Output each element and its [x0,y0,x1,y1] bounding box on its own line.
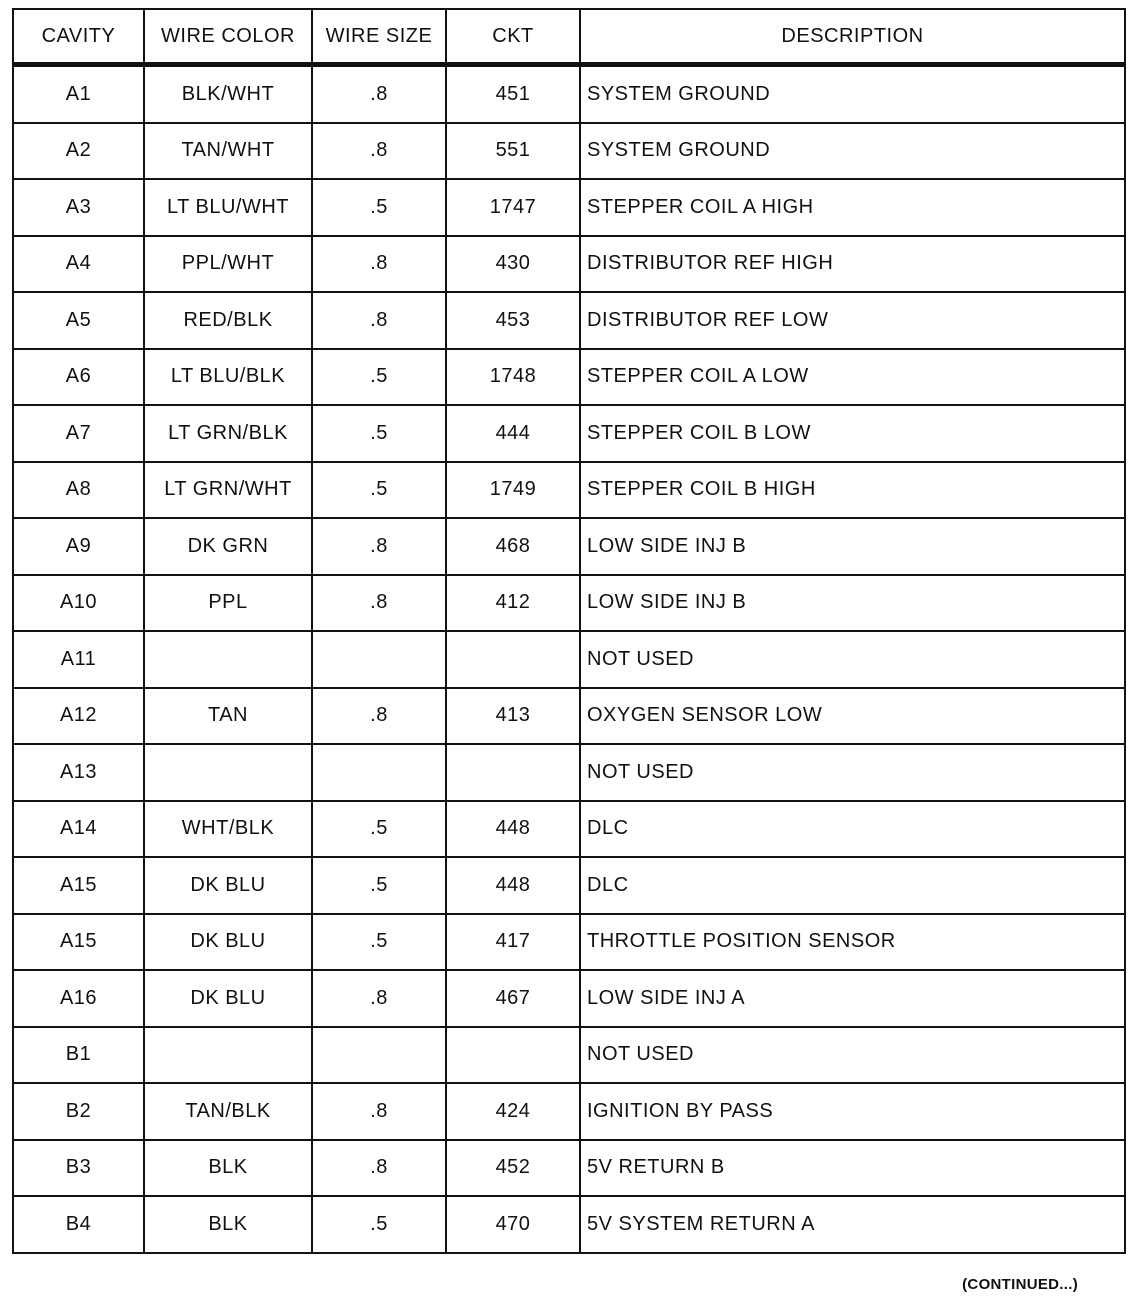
cell-description: STEPPER COIL A LOW [580,349,1125,406]
cell-ckt: 467 [446,970,580,1027]
cell-wire-size: .8 [312,1083,446,1140]
cell-wire-color: LT GRN/WHT [144,462,312,519]
cell-wire-color: BLK [144,1196,312,1253]
cell-description: STEPPER COIL A HIGH [580,179,1125,236]
cell-ckt: 413 [446,688,580,745]
table-row [13,744,1125,801]
continued-note: (CONTINUED...) [962,1276,1078,1293]
cell-cavity: A14 [13,801,144,858]
cell-cavity: A10 [13,575,144,632]
cell-description: OXYGEN SENSOR LOW [580,688,1125,745]
cell-cavity: A12 [13,688,144,745]
header-ckt: CKT [446,9,580,65]
header-cavity: CAVITY [13,9,144,65]
table-row [13,405,1125,462]
cell-wire-size: .5 [312,914,446,971]
header-wire-color: WIRE COLOR [144,9,312,65]
cell-cavity: A15 [13,857,144,914]
table-row [13,65,1125,123]
cell-wire-color: BLK [144,1140,312,1197]
cell-description: 5V SYSTEM RETURN A [580,1196,1125,1253]
cell-cavity: A5 [13,292,144,349]
cell-wire-color: PPL [144,575,312,632]
table-row [13,1196,1125,1253]
connector-pinout-table-container [12,8,1124,1254]
cell-cavity: A1 [13,65,144,123]
cell-description: DISTRIBUTOR REF LOW [580,292,1125,349]
cell-wire-color: DK BLU [144,914,312,971]
cell-description: DLC [580,857,1125,914]
cell-cavity: A6 [13,349,144,406]
cell-description: LOW SIDE INJ B [580,575,1125,632]
cell-wire-size: .8 [312,65,446,123]
cell-description: 5V RETURN B [580,1140,1125,1197]
cell-cavity: A7 [13,405,144,462]
cell-cavity: A3 [13,179,144,236]
header-wire-size: WIRE SIZE [312,9,446,65]
cell-ckt: 1748 [446,349,580,406]
cell-wire-color: LT BLU/BLK [144,349,312,406]
cell-ckt: 424 [446,1083,580,1140]
cell-ckt: 452 [446,1140,580,1197]
cell-description: NOT USED [580,744,1125,801]
cell-wire-color [144,1027,312,1084]
cell-cavity: A13 [13,744,144,801]
cell-wire-color: DK BLU [144,970,312,1027]
cell-description: DLC [580,801,1125,858]
cell-wire-color: TAN/WHT [144,123,312,180]
cell-wire-color [144,744,312,801]
cell-wire-size [312,1027,446,1084]
cell-wire-size: .8 [312,575,446,632]
cell-description: STEPPER COIL B LOW [580,405,1125,462]
cell-wire-color: DK BLU [144,857,312,914]
cell-ckt: 1747 [446,179,580,236]
cell-wire-color: LT GRN/BLK [144,405,312,462]
table-row [13,857,1125,914]
table-row [13,631,1125,688]
cell-description: NOT USED [580,1027,1125,1084]
cell-ckt: 453 [446,292,580,349]
table-row [13,970,1125,1027]
cell-cavity: A2 [13,123,144,180]
table-row [13,462,1125,519]
cell-cavity: B4 [13,1196,144,1253]
cell-wire-size: .8 [312,518,446,575]
cell-cavity: B3 [13,1140,144,1197]
cell-wire-size: .5 [312,405,446,462]
table-row [13,1083,1125,1140]
table-row [13,688,1125,745]
cell-wire-size: .5 [312,179,446,236]
cell-cavity: A15 [13,914,144,971]
header-description: DESCRIPTION [580,9,1125,65]
cell-cavity: A16 [13,970,144,1027]
cell-description: IGNITION BY PASS [580,1083,1125,1140]
cell-wire-color: BLK/WHT [144,65,312,123]
cell-ckt: 451 [446,65,580,123]
cell-ckt [446,744,580,801]
cell-cavity: A9 [13,518,144,575]
cell-wire-size [312,744,446,801]
cell-ckt: 444 [446,405,580,462]
table-row [13,1140,1125,1197]
cell-ckt: 412 [446,575,580,632]
cell-wire-size [312,631,446,688]
table-row [13,914,1125,971]
cell-description: LOW SIDE INJ B [580,518,1125,575]
table-row [13,349,1125,406]
cell-cavity: B2 [13,1083,144,1140]
cell-wire-size: .8 [312,688,446,745]
cell-ckt: 470 [446,1196,580,1253]
cell-ckt [446,1027,580,1084]
cell-wire-color: TAN [144,688,312,745]
table-row [13,236,1125,293]
table-header-row [13,9,1125,65]
cell-cavity: B1 [13,1027,144,1084]
cell-description: STEPPER COIL B HIGH [580,462,1125,519]
cell-ckt: 417 [446,914,580,971]
cell-wire-color [144,631,312,688]
connector-pinout-table [12,8,1126,1254]
cell-ckt: 551 [446,123,580,180]
table-row [13,123,1125,180]
cell-wire-color: WHT/BLK [144,801,312,858]
cell-wire-color: LT BLU/WHT [144,179,312,236]
cell-wire-color: PPL/WHT [144,236,312,293]
cell-ckt: 1749 [446,462,580,519]
table-row [13,1027,1125,1084]
cell-wire-size: .5 [312,462,446,519]
cell-description: NOT USED [580,631,1125,688]
cell-cavity: A4 [13,236,144,293]
cell-wire-size: .5 [312,1196,446,1253]
cell-ckt: 468 [446,518,580,575]
cell-wire-color: TAN/BLK [144,1083,312,1140]
cell-ckt: 448 [446,801,580,858]
cell-wire-size: .8 [312,970,446,1027]
cell-ckt [446,631,580,688]
cell-cavity: A8 [13,462,144,519]
table-body [13,65,1125,1253]
table-row [13,518,1125,575]
table-row [13,801,1125,858]
cell-wire-size: .8 [312,1140,446,1197]
cell-description: SYSTEM GROUND [580,65,1125,123]
cell-cavity: A11 [13,631,144,688]
cell-wire-size: .8 [312,236,446,293]
cell-description: DISTRIBUTOR REF HIGH [580,236,1125,293]
cell-description: THROTTLE POSITION SENSOR [580,914,1125,971]
cell-ckt: 430 [446,236,580,293]
table-row [13,179,1125,236]
cell-wire-size: .5 [312,349,446,406]
cell-wire-size: .8 [312,123,446,180]
table-row [13,292,1125,349]
cell-wire-color: DK GRN [144,518,312,575]
cell-description: SYSTEM GROUND [580,123,1125,180]
table-row [13,575,1125,632]
cell-wire-size: .8 [312,292,446,349]
cell-wire-size: .5 [312,801,446,858]
cell-wire-color: RED/BLK [144,292,312,349]
cell-ckt: 448 [446,857,580,914]
cell-wire-size: .5 [312,857,446,914]
cell-description: LOW SIDE INJ A [580,970,1125,1027]
